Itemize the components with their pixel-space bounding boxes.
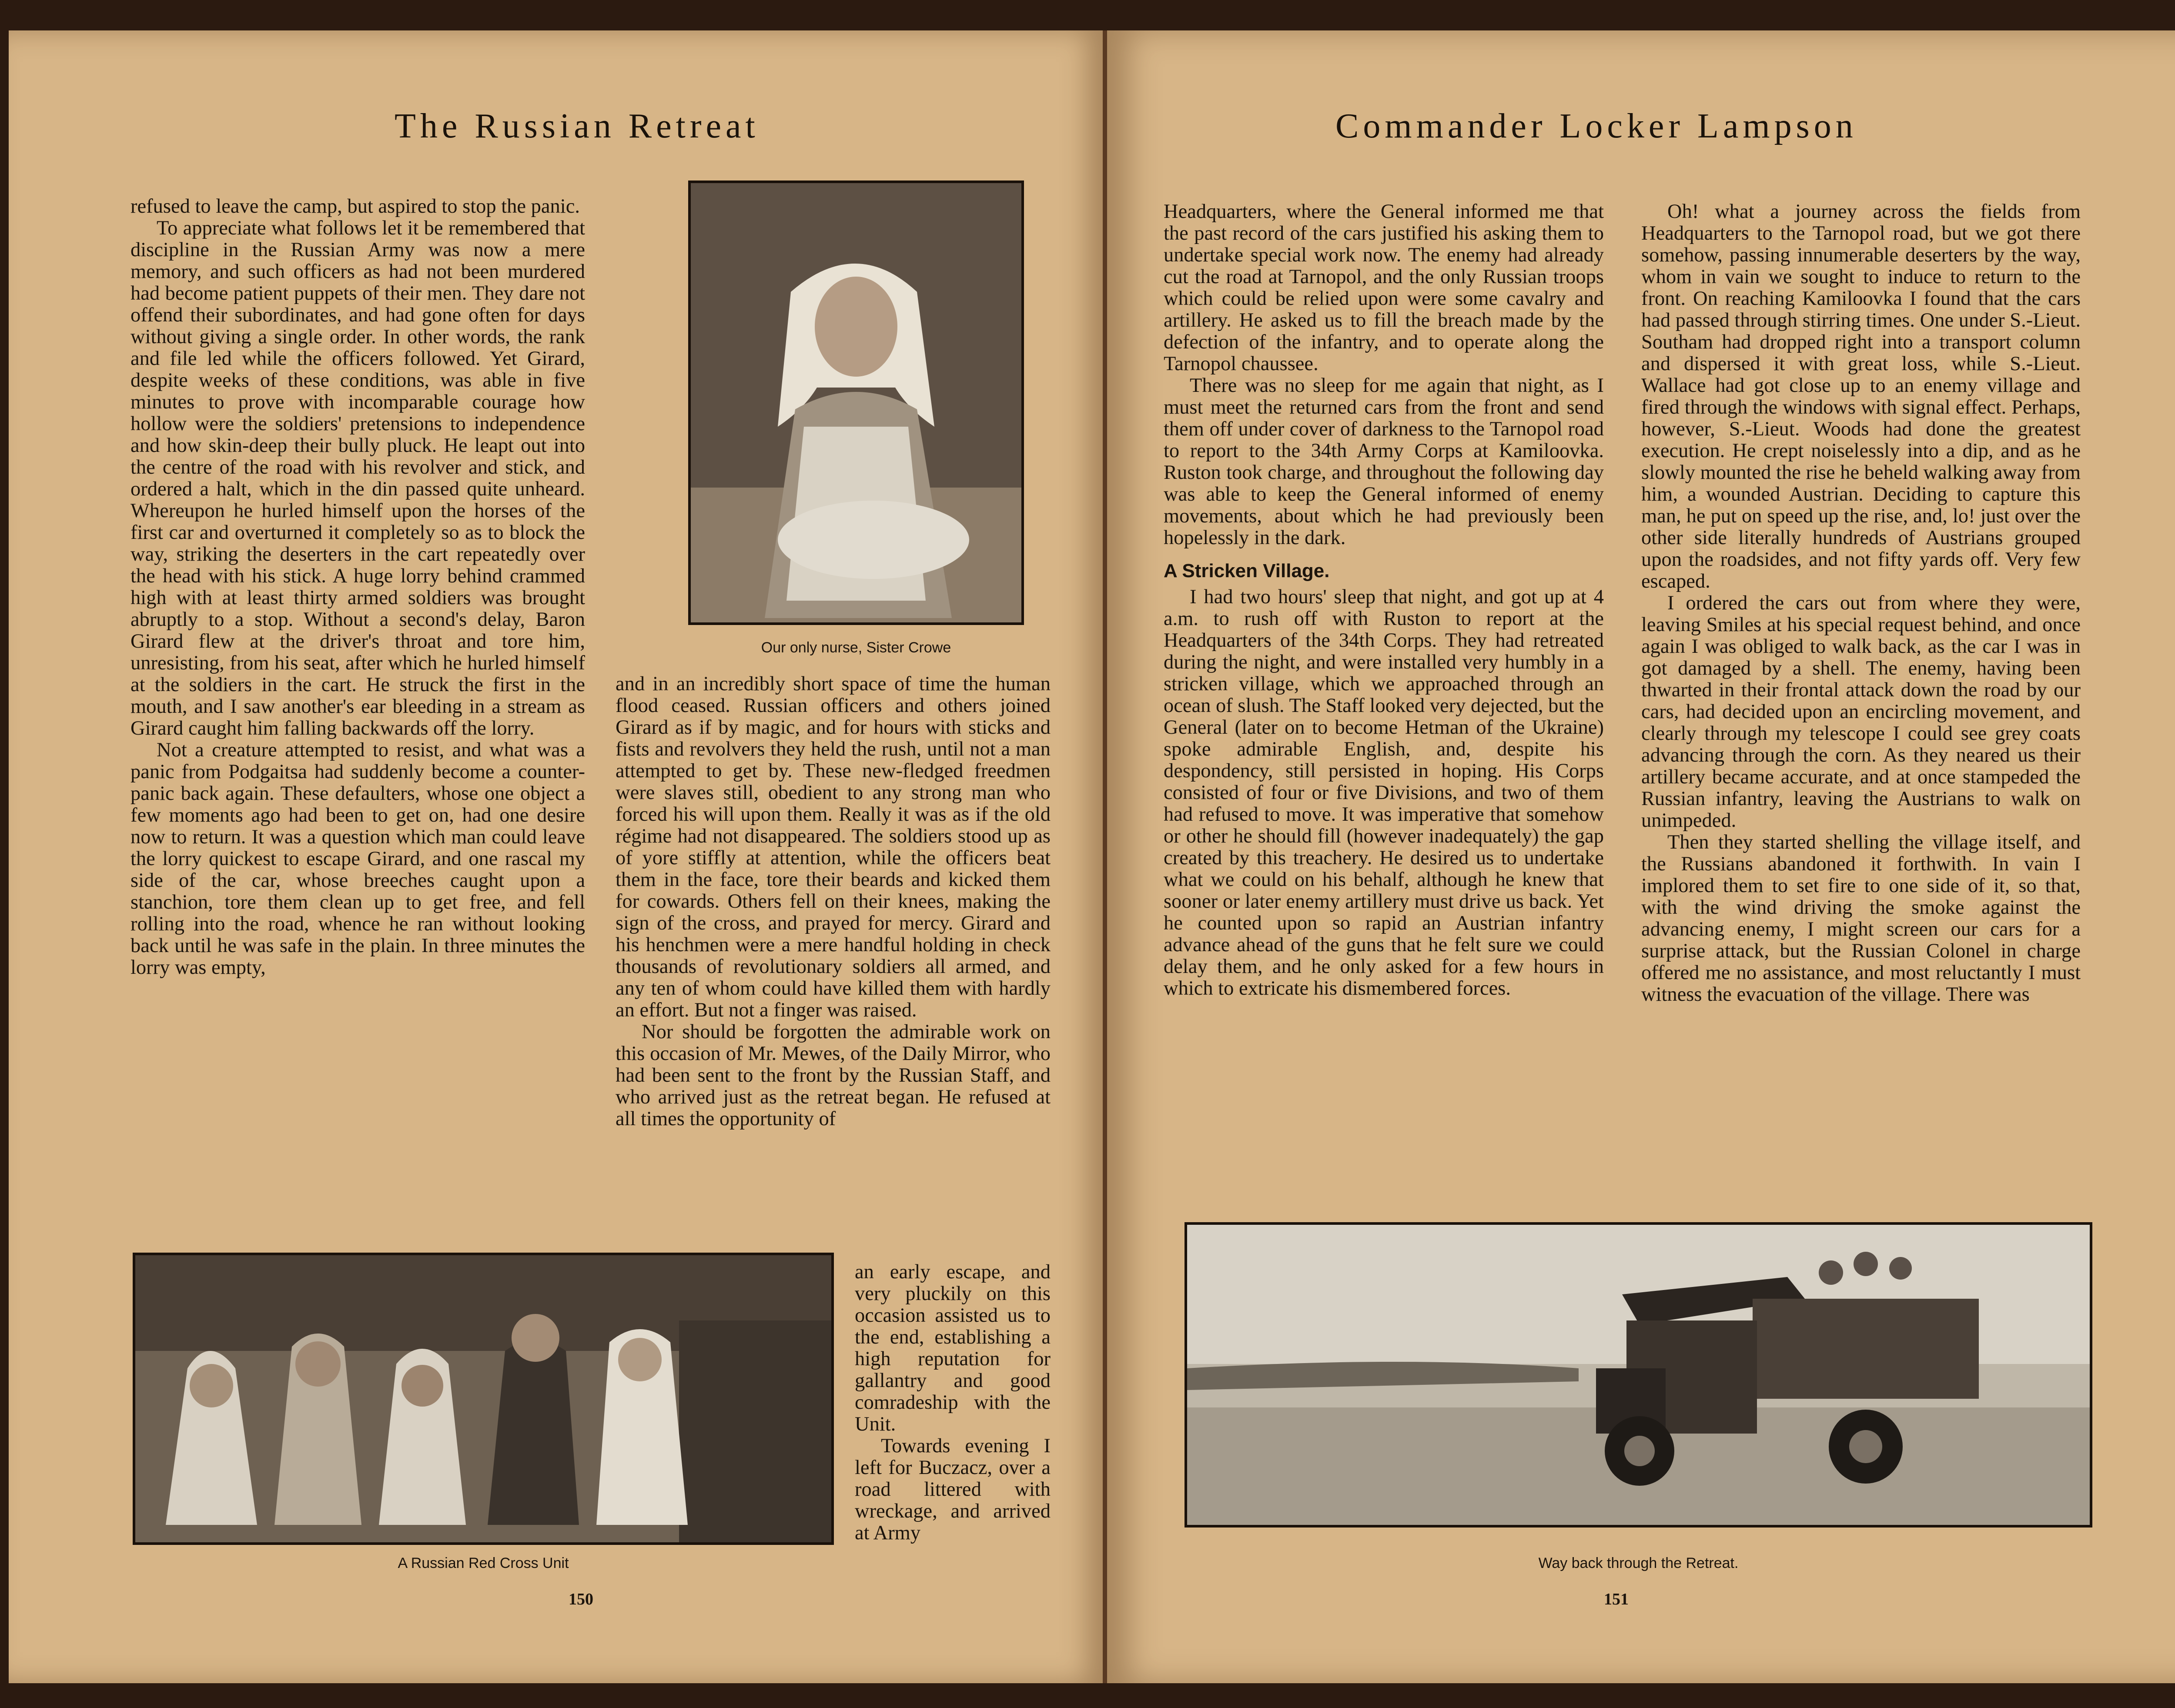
paragraph: refused to leave the camp, but aspired to stop the panic.	[130, 195, 580, 217]
paragraph: To appreciate what follows let it be remembered that discipline in the Russian Army was now a mere memory, and such officers as had not been murdered had become patient puppets of their men. They dare not offend their subordinates, and had gone often for days without giving a single order. In other words, the rank and file led while the officers followed. Yet Girard, despite weeks of these conditions, was able in five minutes to prove with incomparable courage how hollow were the soldiers' pretensions to independence and how skin-deep their bully pluck. He leapt out into the centre of the road with his revolver and stick, and ordered a halt, which in the din passed quite unheard. Whereupon he hurled himself upon the horses of the first car and overturned it completely so as to block the way, striking the deserters in the cart repeatedly over the head with his stick. A huge lorry behind crammed high with at least thirty armed soldiers was brought abruptly to a stop. Without a second's delay, Baron Girard flew at the driver's throat and tore him, unresisting, from his seat, after which he hurled himself at the soldiers in the cart. He struck the first in the mouth, and I saw another's ear bleeding in a stream as Girard caught him falling backwards off the lorry.	[130, 217, 585, 739]
armoured-car-image	[1187, 1225, 2090, 1525]
photo-armoured-car	[1185, 1222, 2092, 1528]
paragraph: There was no sleep for me again that night, as I must meet the returned cars from the front and send them off under cover of darkness to the Tarnopol road to report to the 34th Army Corps at Kamiloovka. Ruston took charge, and throughout the following day was able to keep the General informed of enemy movements, about which he had previously been hopelessly in the dark.	[1164, 374, 1604, 549]
nurse-portrait-image	[691, 183, 1021, 622]
paragraph: Then they started shelling the village itself, and the Russians abandoned it forthwith. In vain I implored them to set fire to one side of it, so that, with the wind driving the smoke against the advancing enemy, I might screen our cars for a surprise attack, but the Russian Colonel in charge offered me no assistance, and most reluctantly I must witness the evacuation of the village. There was	[1641, 831, 2081, 1006]
photo-sister-crowe	[688, 180, 1024, 625]
page-number-150: 150	[569, 1590, 593, 1608]
left-page-column-1	[130, 196, 585, 979]
left-running-head: The Russian Retreat	[395, 107, 760, 145]
caption-sister-crowe: Our only nurse, Sister Crowe	[761, 639, 951, 656]
paragraph: Oh! what a journey across the fields from Headquarters to the Tarnopol road, but we got there somehow, passing innumerable deserters by the way, whom in vain we sought to induce to return to the front. On reaching Kamiloovka I found that the cars had passed through stirring times. One under S.-Lieut. Southam had dropped right into a transport column and dispersed it with great loss, while S.-Lieut. Wallace had got close up to an enemy village and fired through the windows with signal effect. Perhaps, however, S.-Lieut. Woods had done the greatest execution. He crept noiselessly into a dip, and as he slowly mounted the rise he beheld walking away from him, a wounded Austrian. Deciding to capture this man, he put on speed up the rise, and, lo! just over the other side literally hundreds of Austrians grouped upon the roadsides, and not fifty yards off. Very few escaped.	[1641, 201, 2081, 592]
right-page-column-2	[1641, 201, 2081, 1006]
right-page	[1107, 30, 2175, 1683]
paragraph: Not a creature attempted to resist, and what was a panic from Podgaitsa had suddenly become a counter-panic back again. These defaulters, whose one object a few moments ago had been to get on, had one desire now to return. It was a question which man could leave the lorry quickest to escape Girard, and one rascal my side of the car, whose breeches caught upon a stanchion, tore them clean up to get free, and fell rolling into the road, whence he ran without looking back until he was safe in the plain. In three minutes the lorry was empty,	[130, 739, 585, 979]
paragraph: I ordered the cars out from where they were, leaving Smiles at his special request behind, and once again I was obliged to walk back, as the car I was in got damaged by a shell. The enemy, having been thwarted in their frontal attack down the road by our cars, had decided upon an encircling movement, and clearly through my telescope I could see grey coats advancing through the corn. As they neared us their artillery became accurate, and at once stampeded the Russian infantry, leaving the Austrians to walk on unimpeded.	[1641, 592, 2081, 832]
photo-red-cross-unit	[133, 1253, 834, 1545]
left-page-column-2	[616, 673, 1051, 1130]
caption-way-back: Way back through the Retreat.	[1538, 1555, 1739, 1571]
paragraph: Nor should be forgotten the admirable work on this occasion of Mr. Mewes, of the Daily Mirror, who had been sent to the front by the Russian Staff, and who arrived just as the retreat began. He refused at all times the opportunity of	[616, 1021, 1051, 1130]
paragraph: and in an incredibly short space of time the human flood ceased. Russian officers and others joined Girard as if by magic, and for hours with sticks and fists and revolvers they held the rush, until not a man attempted to get by. These new-fledged freedmen were slaves still, obedient to any strong man who forced his will upon them. Really it was as if the old régime had not disappeared. The soldiers stood up as of yore stiffly at attention, while the officers beat them in the face, tore their beards and kicked them for cowards. Others fell on their knees, making the sign of the cross, and prayed for mercy. Girard and his henchmen were a mere handful holding in check thousands of revolutionary soldiers all armed, and any ten of whom could have killed them with hardly an effort. But not a finger was raised.	[616, 673, 1051, 1021]
paragraph: Headquarters, where the General informed me that the past record of the cars justified his asking them to undertake special work now. The enemy had already cut the road at Tarnopol, and the only Russian troops which could be relied upon were some cavalry and artillery. He asked us to fill the breach made by the defection of the infantry, and to operate along the Tarnopol chaussee.	[1164, 201, 1604, 375]
paragraph: I had two hours' sleep that night, and got up at 4 a.m. to rush off with Ruston to report at the Headquarters of the 34th Corps. They had retreated during the night, and were installed very humbly in a stricken village, which we approached through an ocean of slush. The Staff looked very dejected, but the General (later on to become Hetman of the Ukraine) spoke admirable English, and, despite his despondency, still persisted in hoping. His Corps consisted of four or five Divisions, and two of them had refused to move. It was imperative that somehow or other he should fill (however inadequately) the gap created by this treachery. He desired us to undertake what we could on his behalf, although he knew that sooner or later enemy artillery must drive us back. Yet he counted upon so rapid an Austrian infantry advance ahead of the guns that he felt sure we could delay them, and he only asked for a few hours in which to extricate his dismembered forces.	[1164, 586, 1604, 999]
right-page-column-1	[1164, 201, 1604, 999]
page-number-151: 151	[1604, 1590, 1629, 1608]
left-page	[9, 30, 1105, 1683]
paragraph: an early escape, and very pluckily on this occasion assisted us to the end, establishing a high reputation for gallantry and good comradeship with the Unit.	[855, 1261, 1051, 1435]
subhead-stricken-village: A Stricken Village.	[1164, 560, 1330, 582]
left-page-column-2-narrow	[855, 1261, 1051, 1544]
red-cross-unit-image	[135, 1255, 831, 1542]
paragraph: Towards evening I left for Buczacz, over a road littered with wreckage, and arrived at Army	[855, 1435, 1051, 1544]
right-running-head: Commander Locker Lampson	[1335, 107, 1857, 145]
caption-red-cross-unit: A Russian Red Cross Unit	[398, 1555, 569, 1571]
